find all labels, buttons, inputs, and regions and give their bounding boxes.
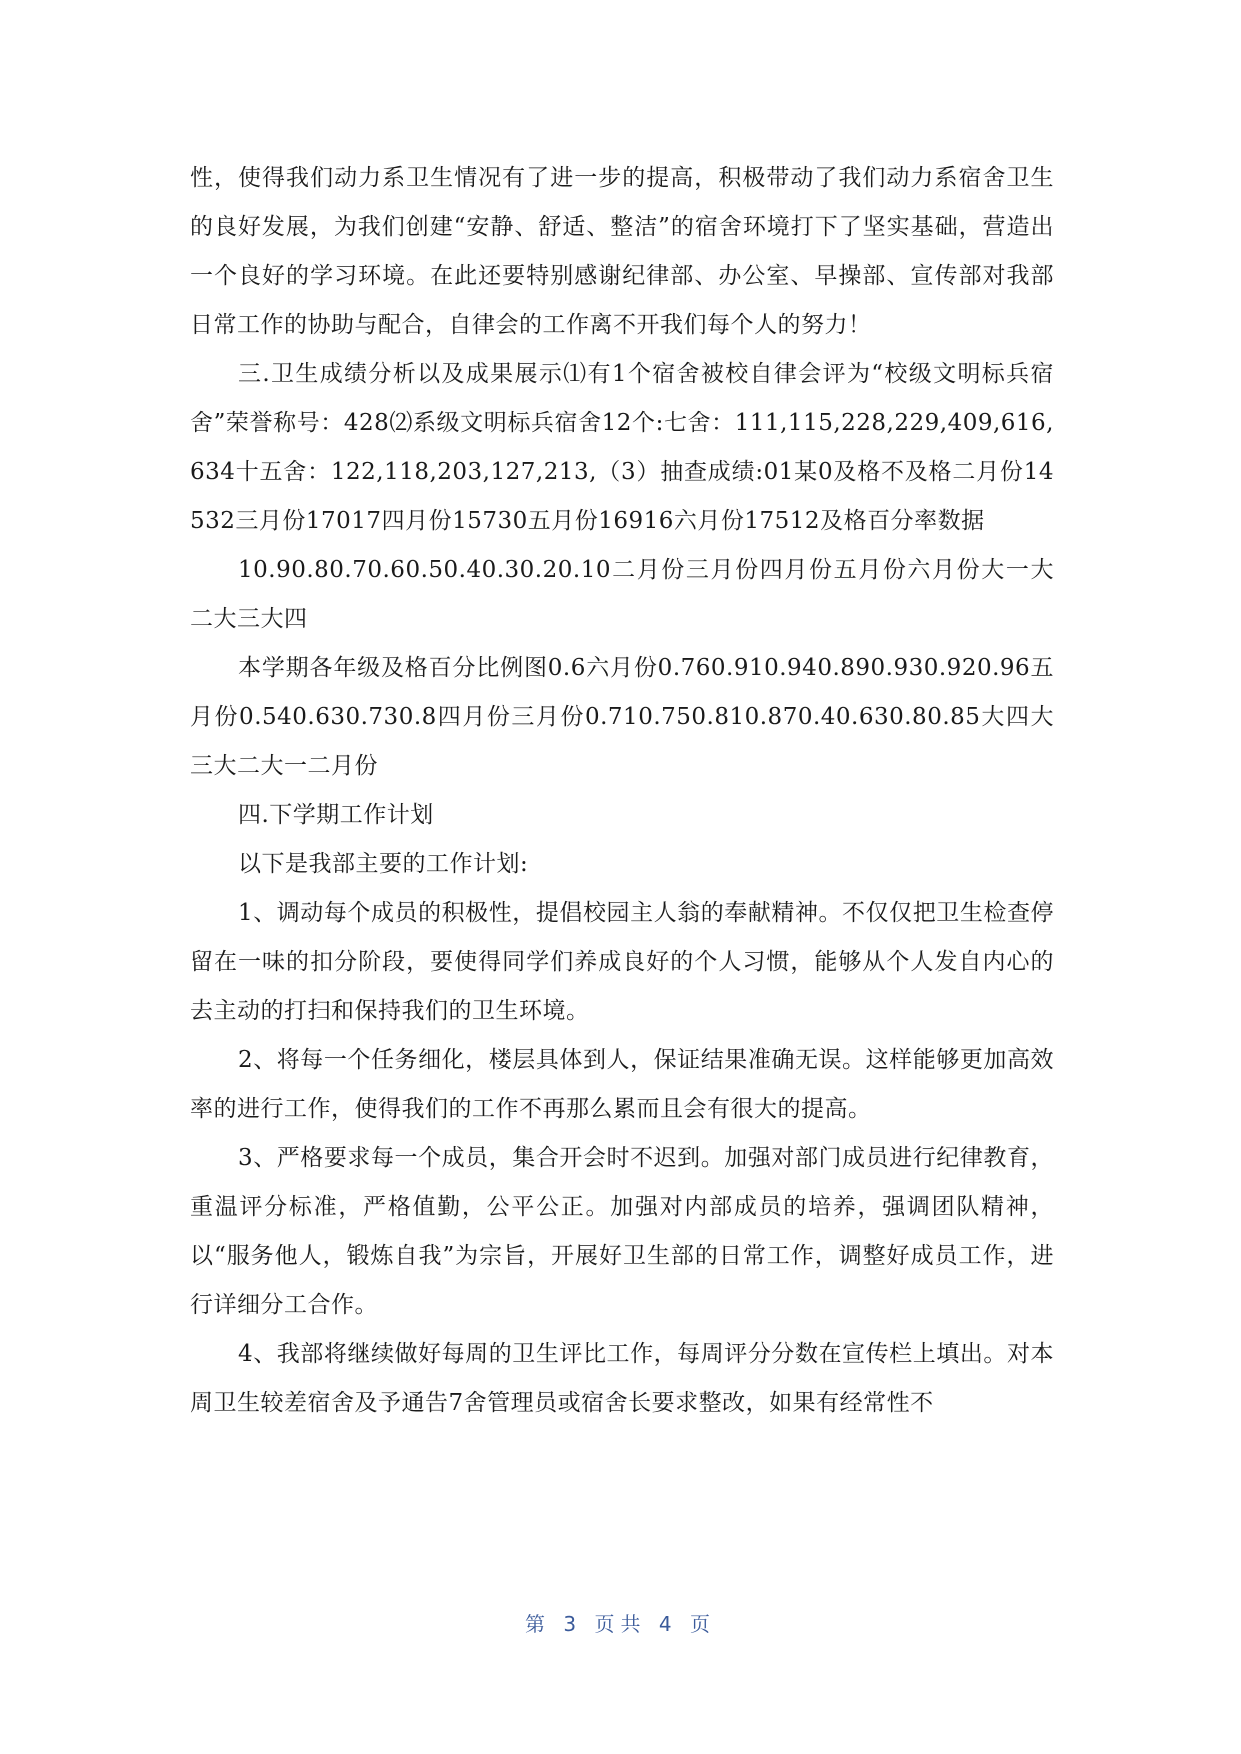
footer-suffix: 页: [689, 1612, 716, 1636]
paragraph-chart-data-2: 本学期各年级及格百分比例图0.6六月份0.760.910.940.890.930.920.96五月份0.540.630.730.8四月份三月份0.710.750.810.870.40.630.80.85大四大三大二大一二月份: [190, 655, 1054, 779]
footer-total-pages: 4: [658, 1612, 678, 1636]
footer-middle: 页共: [594, 1612, 647, 1636]
footer-prefix: 第: [525, 1612, 552, 1636]
paragraph-section-three: 三.卫生成绩分析以及成果展示⑴有1个宿舍被校自律会评为“校级文明标兵宿舍”荣誉称号：428⑵系级文明标兵宿舍12个:七舍：111,115,228,229,409,616,634十五舍：122,118,203,127,213,（3）抽查成绩:01某0及格不及格二月份14532三月份17017四月份15730五月份16916六月份17512及格百分率数据: [190, 361, 1054, 534]
section-heading-four: 四.下学期工作计划: [238, 802, 434, 828]
plan-item-1: 1、调动每个成员的积极性，提倡校园主人翁的奉献精神。不仅仅把卫生检查停留在一味的扣分阶段，要使得同学们养成良好的个人习惯，能够从个人发自内心的去主动的打扫和保持我们的卫生环境。: [190, 900, 1054, 1024]
document-body: [190, 154, 1054, 1428]
plan-item-2: 2、将每一个任务细化，楼层具体到人，保证结果准确无误。这样能够更加高效率的进行工作，使得我们的工作不再那么累而且会有很大的提高。: [190, 1047, 1054, 1122]
plan-item-4: 4、我部将继续做好每周的卫生评比工作，每周评分分数在宣传栏上填出。对本周卫生较差宿舍及予通告7舍管理员或宿舍长要求整改，如果有经常性不: [190, 1341, 1054, 1416]
footer-current-page: 3: [563, 1612, 583, 1636]
paragraph-chart-data-1: 10.90.80.70.60.50.40.30.20.10二月份三月份四月份五月份六月份大一大二大三大四: [190, 557, 1054, 632]
plan-item-3: 3、严格要求每一个成员，集合开会时不迟到。加强对部门成员进行纪律教育，重温评分标准，严格值勤，公平公正。加强对内部成员的培养，强调团队精神，以“服务他人，锻炼自我”为宗旨，开展好卫生部的日常工作，调整好成员工作，进行详细分工合作。: [190, 1145, 1054, 1318]
paragraph-plan-intro: 以下是我部主要的工作计划:: [238, 851, 529, 877]
paragraph-continuation: 性，使得我们动力系卫生情况有了进一步的提高，积极带动了我们动力系宿舍卫生的良好发展，为我们创建“安静、舒适、整洁”的宿舍环境打下了坚实基础，营造出一个良好的学习环境。在此还要特别感谢纪律部、办公室、早操部、宣传部对我部日常工作的协助与配合，自律会的工作离不开我们每个人的努力！: [190, 165, 1054, 338]
page-footer: [0, 1608, 1241, 1637]
